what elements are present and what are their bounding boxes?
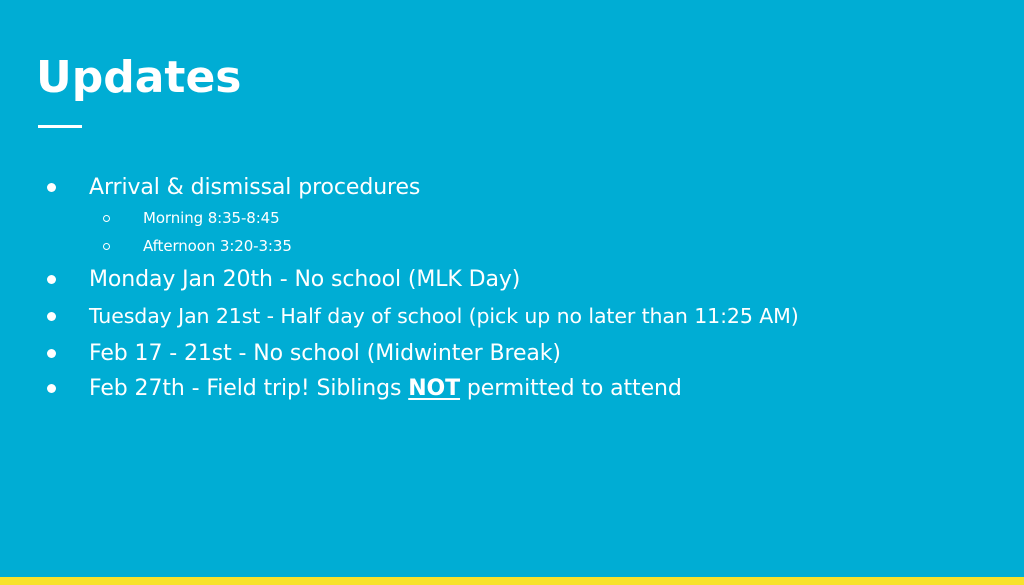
bullet-item — [47, 264, 520, 294]
sub-bullet-item — [103, 235, 292, 257]
bullet-item — [47, 172, 420, 202]
bullet-text-after: permitted to attend — [460, 375, 682, 401]
bullet-item — [47, 373, 682, 403]
bullet-text — [89, 376, 682, 401]
sub-bullet-text: Afternoon 3:20-3:35 — [143, 237, 292, 255]
sub-bullet-item — [103, 207, 280, 229]
emphasis-text: NOT — [408, 375, 461, 401]
bullet-dot-icon — [47, 183, 56, 192]
bullet-text: Tuesday Jan 21st - Half day of school (pick up no later than 11:25 AM) — [89, 304, 799, 328]
bullet-hollow-dot-icon — [103, 215, 110, 222]
bullet-item — [47, 301, 799, 331]
bullet-dot-icon — [47, 384, 56, 393]
bullet-hollow-dot-icon — [103, 243, 110, 250]
bullet-dot-icon — [47, 275, 56, 284]
footer-accent-bar — [0, 577, 1024, 585]
bullet-text: Feb 17 - 21st - No school (Midwinter Break) — [89, 340, 561, 366]
bullet-text: Monday Jan 20th - No school (MLK Day) — [89, 266, 521, 292]
bullet-dot-icon — [47, 349, 56, 358]
bullet-text: Arrival & dismissal procedures — [89, 174, 421, 200]
slide-title: Updates — [36, 52, 242, 103]
bullet-text-before: Feb 27th - Field trip! Siblings — [89, 375, 409, 401]
bullet-dot-icon — [47, 312, 56, 321]
sub-bullet-text: Morning 8:35-8:45 — [143, 209, 280, 227]
bullet-item — [47, 338, 561, 368]
